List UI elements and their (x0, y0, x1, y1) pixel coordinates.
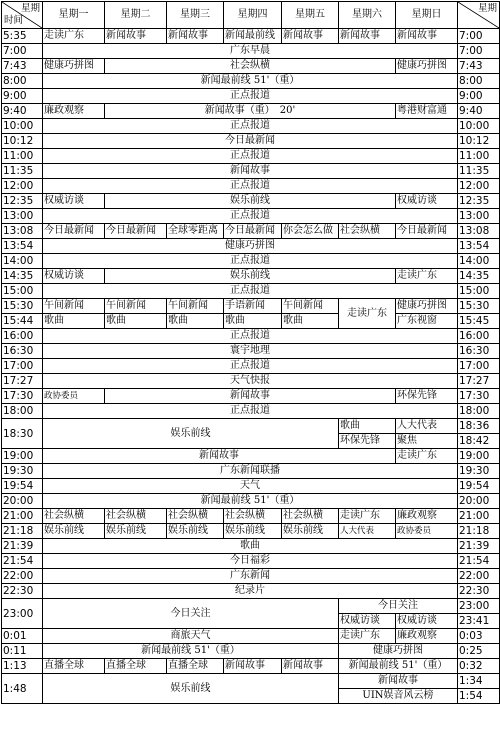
schedule-row (2, 299, 500, 314)
program-cell: 新闻最前线 51'（重） (43, 644, 339, 659)
corner-header-cell (2, 2, 43, 29)
schedule-row (2, 119, 500, 134)
program-cell: 娱乐前线 (167, 524, 224, 539)
program-cell: 健康巧拼图 (396, 299, 458, 314)
schedule-row (2, 419, 500, 434)
program-cell: 正点报道 (43, 404, 458, 419)
schedule-row (2, 464, 500, 479)
program-cell: 娱乐前线 (105, 269, 396, 284)
program-cell: 走读广东 (339, 299, 396, 329)
program-cell: 权威访谈 (43, 269, 105, 284)
time-right-cell: 15:00 (458, 284, 500, 299)
time-left-cell: 9:40 (2, 104, 43, 119)
schedule-row (2, 254, 500, 269)
program-cell: 正点报道 (43, 209, 458, 224)
program-cell: 天气快报 (43, 374, 458, 389)
time-left-cell: 7:43 (2, 59, 43, 74)
program-cell: 新闻最前线 (224, 29, 282, 44)
schedule-row (2, 164, 500, 179)
program-cell: 新闻故事 (224, 659, 282, 674)
program-cell: 正点报道 (43, 254, 458, 269)
time-left-cell: 22:00 (2, 569, 43, 584)
time-right-cell: 23:00 (458, 599, 500, 614)
schedule-body (2, 29, 500, 704)
program-cell: 新闻故事 (105, 389, 396, 404)
time-left-cell: 17:00 (2, 359, 43, 374)
time-left-cell: 19:00 (2, 449, 43, 464)
program-cell: 权威访谈 (396, 194, 458, 209)
time-right-cell: 16:00 (458, 329, 500, 344)
day-header-wed: 星期三 (167, 2, 224, 29)
schedule-row (2, 134, 500, 149)
time-right-cell: 21:54 (458, 554, 500, 569)
program-cell: 正点报道 (43, 329, 458, 344)
time-right-cell: 20:00 (458, 494, 500, 509)
time-right-cell: 17:00 (458, 359, 500, 374)
time-right-cell: 17:30 (458, 389, 500, 404)
time-right-cell: 23:41 (458, 614, 500, 629)
program-cell: 人大代表 (396, 419, 458, 434)
schedule-row (2, 179, 500, 194)
program-cell: 商旅天气 (43, 629, 339, 644)
program-cell: 午间新闻 (43, 299, 105, 314)
schedule-row (2, 644, 500, 659)
time-left-cell: 11:00 (2, 149, 43, 164)
schedule-row (2, 269, 500, 284)
time-left-cell: 19:54 (2, 479, 43, 494)
time-right-cell: 12:00 (458, 179, 500, 194)
time-left-cell: 16:00 (2, 329, 43, 344)
time-right-cell: 21:39 (458, 539, 500, 554)
program-cell: 广东早晨 (43, 44, 458, 59)
time-left-cell: 14:35 (2, 269, 43, 284)
schedule-row (2, 314, 500, 329)
program-cell: 今日最新闻 (43, 134, 458, 149)
time-left-cell: 15:30 (2, 299, 43, 314)
program-cell: 广东新闻联播 (43, 464, 458, 479)
time-right-cell: 0:32 (458, 659, 500, 674)
corner-top-label: 星期 (20, 3, 40, 14)
program-cell: 权威访谈 (43, 194, 105, 209)
program-cell: 娱乐前线 (43, 419, 339, 449)
schedule-row (2, 374, 500, 389)
schedule-row (2, 29, 500, 44)
right-header-cell (458, 2, 500, 29)
time-left-cell: 1:48 (2, 674, 43, 704)
program-cell: 新闻故事 (282, 29, 339, 44)
time-right-cell: 14:00 (458, 254, 500, 269)
program-cell: 今日关注 (43, 599, 339, 629)
time-left-cell: 10:00 (2, 119, 43, 134)
program-cell: 正点报道 (43, 119, 458, 134)
program-cell: 午间新闻 (282, 299, 339, 314)
time-left-cell: 17:30 (2, 389, 43, 404)
time-right-cell: 7:00 (458, 44, 500, 59)
program-cell: 娱乐前线 (224, 524, 282, 539)
time-right-cell: 11:00 (458, 149, 500, 164)
schedule-row (2, 389, 500, 404)
program-cell: 娱乐前线 (282, 524, 339, 539)
program-cell: 社会纵横 (167, 509, 224, 524)
program-cell: 社会纵横 (105, 509, 167, 524)
time-left-cell: 18:30 (2, 419, 43, 449)
program-cell: 直播全球 (167, 659, 224, 674)
time-left-cell: 20:00 (2, 494, 43, 509)
time-right-cell: 19:30 (458, 464, 500, 479)
program-cell: 广东视窗 (396, 314, 458, 329)
time-right-cell: 10:00 (458, 119, 500, 134)
schedule-row (2, 104, 500, 119)
time-left-cell: 1:13 (2, 659, 43, 674)
schedule-row (2, 479, 500, 494)
time-right-cell: 0:25 (458, 644, 500, 659)
time-right-cell: 21:18 (458, 524, 500, 539)
day-header-sat: 星期六 (339, 2, 396, 29)
schedule-row (2, 659, 500, 674)
day-header-sun: 星期日 (396, 2, 458, 29)
schedule-row (2, 74, 500, 89)
program-cell: 手语新闻 (224, 299, 282, 314)
program-cell: 广东新闻 (43, 569, 458, 584)
schedule-row (2, 59, 500, 74)
time-left-cell: 13:54 (2, 239, 43, 254)
time-left-cell: 13:08 (2, 224, 43, 239)
program-cell: 午间新闻 (105, 299, 167, 314)
time-right-cell: 8:00 (458, 74, 500, 89)
time-right-cell: 18:42 (458, 434, 500, 449)
time-left-cell: 7:00 (2, 44, 43, 59)
time-right-cell: 12:35 (458, 194, 500, 209)
time-right-cell: 15:45 (458, 314, 500, 329)
time-right-cell: 13:00 (458, 209, 500, 224)
schedule-row (2, 359, 500, 374)
time-right-cell: 18:00 (458, 404, 500, 419)
schedule-row (2, 584, 500, 599)
program-cell: 健康巧拼图 (43, 59, 105, 74)
program-cell: 新闻故事 (396, 29, 458, 44)
time-left-cell: 15:44 (2, 314, 43, 329)
time-left-cell: 21:39 (2, 539, 43, 554)
program-cell: 走读广东 (396, 269, 458, 284)
program-cell: 歌曲 (43, 539, 458, 554)
program-cell: 歌曲 (105, 314, 167, 329)
time-right-cell: 14:35 (458, 269, 500, 284)
program-cell: 歌曲 (43, 314, 105, 329)
day-header-mon: 星期一 (43, 2, 105, 29)
time-right-cell: 9:40 (458, 104, 500, 119)
time-right-cell: 15:30 (458, 299, 500, 314)
corner-bottom-label: 时间 (4, 15, 24, 26)
program-cell: 新闻故事 (339, 29, 396, 44)
schedule-row (2, 239, 500, 254)
program-cell: 寰宇地理 (43, 344, 458, 359)
schedule-row (2, 599, 500, 614)
time-right-cell: 13:08 (458, 224, 500, 239)
time-right-cell: 19:54 (458, 479, 500, 494)
program-cell: 新闻故事 (282, 659, 339, 674)
time-left-cell: 0:11 (2, 644, 43, 659)
program-cell: 今日最新闻 (396, 224, 458, 239)
time-right-cell: 1:54 (458, 689, 500, 704)
time-left-cell: 9:00 (2, 89, 43, 104)
time-left-cell: 13:00 (2, 209, 43, 224)
schedule-row (2, 329, 500, 344)
program-cell: 新闻故事 (105, 29, 167, 44)
schedule-row (2, 344, 500, 359)
program-cell: 新闻故事 (43, 164, 458, 179)
program-cell: 社会纵横 (43, 509, 105, 524)
time-left-cell: 14:00 (2, 254, 43, 269)
program-cell: 新闻故事 (43, 449, 396, 464)
time-right-cell: 19:00 (458, 449, 500, 464)
time-right-cell: 1:34 (458, 674, 500, 689)
program-cell: 午间新闻 (167, 299, 224, 314)
time-left-cell: 0:01 (2, 629, 43, 644)
program-cell: 新闻最前线 51'（重） (43, 494, 458, 509)
time-left-cell: 21:54 (2, 554, 43, 569)
schedule-row (2, 44, 500, 59)
schedule-row (2, 569, 500, 584)
time-left-cell: 16:30 (2, 344, 43, 359)
program-schedule-table (1, 1, 500, 704)
schedule-row (2, 494, 500, 509)
program-cell: 新闻故事（重） 20' (105, 104, 396, 119)
program-cell: 正点报道 (43, 89, 458, 104)
schedule-row (2, 449, 500, 464)
schedule-row (2, 284, 500, 299)
right-header-label: 星期 (477, 3, 497, 14)
program-cell: 直播全球 (105, 659, 167, 674)
program-cell: 人大代表 (339, 524, 396, 539)
time-right-cell: 22:30 (458, 584, 500, 599)
program-cell: 新闻故事 (167, 29, 224, 44)
schedule-row (2, 404, 500, 419)
program-cell: 正点报道 (43, 284, 458, 299)
schedule-row (2, 674, 500, 689)
program-cell: 歌曲 (282, 314, 339, 329)
time-left-cell: 23:00 (2, 599, 43, 629)
program-cell: UIN娱音风云榜 (339, 689, 458, 704)
program-cell: 聚焦 (396, 434, 458, 449)
program-cell: 走读广东 (43, 29, 105, 44)
program-cell: 健康巧拼图 (396, 59, 458, 74)
program-cell: 新闻最前线 51'（重） (43, 74, 458, 89)
program-cell: 廉政观察 (43, 104, 105, 119)
program-cell: 今日最新闻 (43, 224, 105, 239)
program-cell: 环保先锋 (396, 389, 458, 404)
schedule-row (2, 629, 500, 644)
day-header-fri: 星期五 (282, 2, 339, 29)
time-right-cell: 22:00 (458, 569, 500, 584)
program-cell: 娱乐前线 (105, 524, 167, 539)
time-left-cell: 19:30 (2, 464, 43, 479)
program-cell: 娱乐前线 (43, 524, 105, 539)
program-cell: 纪录片 (43, 584, 458, 599)
program-cell: 社会纵横 (282, 509, 339, 524)
schedule-row (2, 224, 500, 239)
time-right-cell: 0:03 (458, 629, 500, 644)
time-left-cell: 12:00 (2, 179, 43, 194)
program-cell: 歌曲 (339, 419, 396, 434)
time-right-cell: 9:00 (458, 89, 500, 104)
schedule-row (2, 194, 500, 209)
program-cell: 歌曲 (167, 314, 224, 329)
program-cell: 正点报道 (43, 179, 458, 194)
program-cell: 走读广东 (396, 449, 458, 464)
program-cell: 走读广东 (339, 629, 396, 644)
program-cell: 权威访谈 (396, 614, 458, 629)
program-cell: 新闻最前线 51'（重） (339, 659, 458, 674)
time-left-cell: 8:00 (2, 74, 43, 89)
header-row (2, 2, 500, 29)
time-right-cell: 21:00 (458, 509, 500, 524)
program-cell: 今日关注 (339, 599, 458, 614)
time-right-cell: 13:54 (458, 239, 500, 254)
program-cell: 权威访谈 (339, 614, 396, 629)
time-left-cell: 15:00 (2, 284, 43, 299)
program-cell: 全球零距离 (167, 224, 224, 239)
time-right-cell: 11:35 (458, 164, 500, 179)
schedule-row (2, 149, 500, 164)
schedule-row (2, 524, 500, 539)
program-cell: 社会纵横 (105, 59, 396, 74)
program-cell: 今日最新闻 (105, 224, 167, 239)
program-cell: 今日最新闻 (224, 224, 282, 239)
time-left-cell: 18:00 (2, 404, 43, 419)
program-cell: 政协委员 (396, 524, 458, 539)
time-left-cell: 10:12 (2, 134, 43, 149)
program-cell: 你会怎么做 (282, 224, 339, 239)
time-right-cell: 18:36 (458, 419, 500, 434)
program-cell: 健康巧拼图 (43, 239, 458, 254)
schedule-row (2, 554, 500, 569)
day-header-tue: 星期二 (105, 2, 167, 29)
program-cell: 娱乐前线 (105, 194, 396, 209)
program-cell: 新闻故事 (339, 674, 458, 689)
program-cell: 廉政观察 (396, 509, 458, 524)
time-right-cell: 16:30 (458, 344, 500, 359)
program-cell: 粤港财富通 (396, 104, 458, 119)
time-right-cell: 10:12 (458, 134, 500, 149)
program-cell: 今日福彩 (43, 554, 458, 569)
program-cell: 环保先锋 (339, 434, 396, 449)
program-cell: 社会纵横 (339, 224, 396, 239)
time-right-cell: 7:00 (458, 29, 500, 44)
time-left-cell: 11:35 (2, 164, 43, 179)
program-cell: 直播全球 (43, 659, 105, 674)
schedule-row (2, 209, 500, 224)
schedule-row (2, 509, 500, 524)
program-cell: 歌曲 (224, 314, 282, 329)
program-cell: 廉政观察 (396, 629, 458, 644)
time-left-cell: 5:35 (2, 29, 43, 44)
program-cell: 政协委员 (43, 389, 105, 404)
time-right-cell: 17:27 (458, 374, 500, 389)
time-left-cell: 21:00 (2, 509, 43, 524)
program-cell: 走读广东 (339, 509, 396, 524)
day-header-thu: 星期四 (224, 2, 282, 29)
program-cell: 娱乐前线 (43, 674, 339, 704)
time-left-cell: 22:30 (2, 584, 43, 599)
program-cell: 正点报道 (43, 149, 458, 164)
program-cell: 健康巧拼图 (339, 644, 458, 659)
program-cell: 正点报道 (43, 359, 458, 374)
time-left-cell: 17:27 (2, 374, 43, 389)
schedule-row (2, 539, 500, 554)
schedule-row (2, 89, 500, 104)
program-cell: 社会纵横 (224, 509, 282, 524)
program-cell: 天气 (43, 479, 458, 494)
time-left-cell: 12:35 (2, 194, 43, 209)
time-left-cell: 21:18 (2, 524, 43, 539)
time-right-cell: 7:43 (458, 59, 500, 74)
